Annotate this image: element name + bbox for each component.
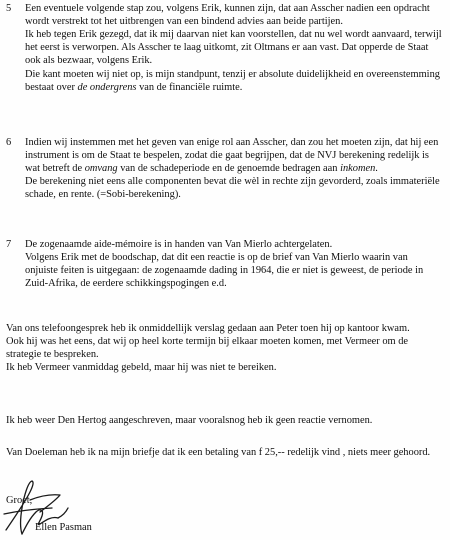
item-paragraph: Volgens Erik met de boodschap, dat dit een reactie is op de brief van Van Mierlo waarin van onjuiste feiten is uitgegaan: de zogenaamde dading in 1964, die er niet is geweest, de periode in Zuid-Afrika, de eerdere schikkingspogingen e.d. bbox=[25, 252, 424, 290]
body-paragraph: Ik heb weer Den Hertog aangeschreven, maar vooralsnog heb ik geen reactie vernomen. bbox=[6, 415, 373, 426]
emphasis-text: de ondergrens bbox=[77, 81, 137, 93]
numbered-item-6 bbox=[6, 136, 442, 202]
item-paragraph: Ik heb tegen Erik gezegd, dat ik mij daarvan niet kan voorstellen, dat nu wel wordt aanvaard, terwijl het eerst is verworpen. Als Asscher te laag uitkomt, zit Oltmans er aan vast. Dat opperde de Staat ook als bezwaar, volgens Erik. bbox=[25, 29, 442, 67]
item-number: 5 bbox=[6, 3, 12, 14]
numbered-item-5 bbox=[6, 2, 442, 94]
item-paragraph: De berekening niet eens alle componenten bevat die wèl in rechte zijn gevorderd, zoals immateriële schade, en rente. (=Sobi-berekening). bbox=[25, 176, 440, 201]
item-number: 7 bbox=[6, 239, 12, 250]
item-number: 6 bbox=[6, 137, 12, 148]
emphasis-text: inkomen bbox=[340, 163, 376, 175]
closing-salutation: Groet, bbox=[6, 495, 33, 506]
item-paragraph: Die kant moeten wij niet op, is mijn standpunt, tenzij er absolute duidelijkheid en overeenstemming bestaat over de ondergrens van de financiële ruimte. bbox=[25, 68, 440, 93]
numbered-item-7 bbox=[6, 238, 442, 290]
signature-name: Ellen Pasman bbox=[35, 522, 92, 533]
item-paragraph: Een eventuele volgende stap zou, volgens Erik, kunnen zijn, dat aan Asscher nadien een opdracht wordt verstrekt tot het uitbrengen van een bindend advies aan beide partijen. bbox=[25, 3, 430, 28]
item-paragraph: De zogenaamde aide-mémoire is in handen van Van Mierlo achtergelaten. bbox=[25, 239, 333, 250]
item-paragraph: Indien wij instemmen met het geven van enige rol aan Asscher, dan zou het moeten zijn, dat hij een instrument is om de Staat te bespelen, zodat die gaat begrijpen, dat de NVJ berekening redelijk is wat betreft de omvang van de schadeperiode en de genoemde bedragen aan inkomen. bbox=[25, 137, 439, 175]
body-paragraph: Van Doeleman heb ik na mijn briefje dat ik een betaling van f 25,-- redelijk vind , niets meer gehoord. bbox=[6, 447, 431, 458]
emphasis-text: omvang bbox=[84, 163, 118, 175]
body-paragraph: Van ons telefoongesprek heb ik onmiddellijk verslag gedaan aan Peter toen hij op kantoor kwam. Ook hij was het eens, dat wij op heel korte termijn bij elkaar moeten komen, met Vermeer om de strategie te bespreken. Ik heb Vermeer vanmiddag gebeld, maar hij was niet te bereiken. bbox=[6, 323, 410, 374]
handwritten-signature bbox=[0, 478, 80, 540]
